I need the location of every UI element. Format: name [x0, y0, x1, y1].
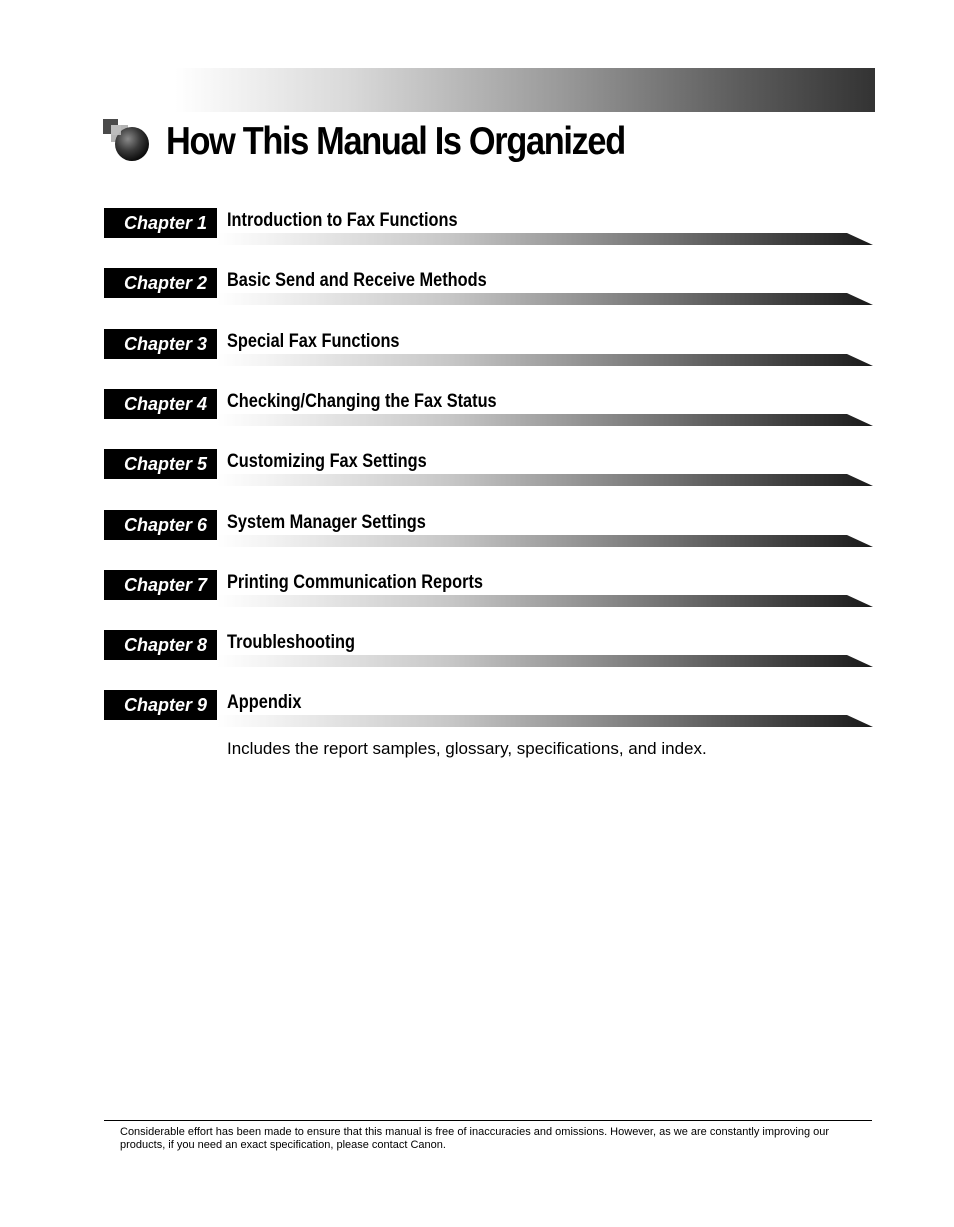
header-gradient-band [175, 68, 875, 112]
chapter-title: Customizing Fax Settings [227, 451, 427, 472]
chapter-label: Chapter 8 [104, 630, 217, 660]
chapter-title: Introduction to Fax Functions [227, 210, 458, 231]
chapter-row [104, 510, 874, 550]
chapter-label: Chapter 7 [104, 570, 217, 600]
chapter-label: Chapter 2 [104, 268, 217, 298]
chapter-label: Chapter 5 [104, 449, 217, 479]
chapter-row [104, 630, 874, 670]
page-title: How This Manual Is Organized [166, 120, 625, 163]
chapter-title: Basic Send and Receive Methods [227, 270, 487, 291]
chapter-row [104, 690, 874, 730]
chapter-gradient-bar [217, 715, 873, 727]
chapter-title: Printing Communication Reports [227, 572, 484, 593]
chapter-gradient-bar [217, 293, 873, 305]
chapter-gradient-bar [217, 535, 873, 547]
chapter-row [104, 329, 874, 369]
squares-and-sphere-icon [103, 119, 151, 163]
chapter-row [104, 570, 874, 610]
chapter-title: Checking/Changing the Fax Status [227, 391, 497, 412]
chapter-label: Chapter 1 [104, 208, 217, 238]
appendix-description: Includes the report samples, glossary, specifications, and index. [227, 739, 707, 758]
chapter-title: Special Fax Functions [227, 331, 400, 352]
chapter-gradient-bar [217, 354, 873, 366]
chapter-gradient-bar [217, 655, 873, 667]
chapter-label: Chapter 3 [104, 329, 217, 359]
chapter-label: Chapter 6 [104, 510, 217, 540]
footer-divider [104, 1120, 872, 1121]
chapter-row [104, 449, 874, 489]
chapter-row [104, 268, 874, 308]
chapter-gradient-bar [217, 474, 873, 486]
chapter-title: System Manager Settings [227, 512, 426, 533]
chapter-gradient-bar [217, 233, 873, 245]
chapter-gradient-bar [217, 595, 873, 607]
chapter-label: Chapter 4 [104, 389, 217, 419]
chapter-label: Chapter 9 [104, 690, 217, 720]
chapter-gradient-bar [217, 414, 873, 426]
chapter-title: Appendix [227, 692, 302, 713]
chapter-row [104, 389, 874, 429]
chapter-row [104, 208, 874, 248]
chapter-title: Troubleshooting [227, 632, 355, 653]
footer-note: Considerable effort has been made to ensure that this manual is free of inaccuracies and omissions. However, as we are constantly improving our products, if you need an exact specification, please contact Canon. [120, 1126, 830, 1151]
